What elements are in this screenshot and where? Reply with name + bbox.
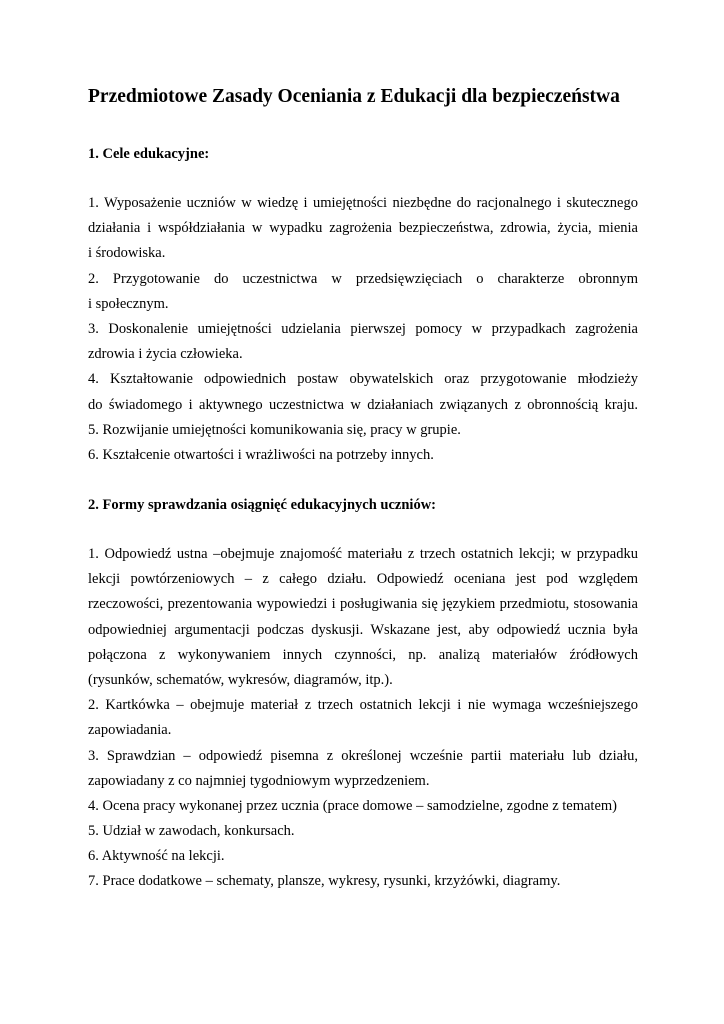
- text-line: 7. Prace dodatkowe – schematy, plansze, wykresy, rysunki, krzyżówki, diagramy.: [88, 873, 561, 890]
- text-line: 1. Odpowiedź ustna –obejmuje znajomość materiału z trzech ostatnich lekcji; w przypadku: [88, 546, 638, 562]
- text-line: do świadomego i aktywnego uczestnictwa w działaniach związanych z obronnością kraju.: [88, 396, 638, 413]
- section-heading-goals: 1. Cele edukacyjne:: [88, 146, 210, 162]
- text-line: (rysunków, schematów, wykresów, diagramów, itp.).: [88, 671, 393, 688]
- text-line: zdrowia i życia człowieka.: [88, 346, 243, 363]
- text-line: 4. Kształtowanie odpowiednich postaw obywatelskich oraz przygotowanie młodzieży: [88, 371, 638, 388]
- text-line: 2. Kartkówka – obejmuje materiał z trzech ostatnich lekcji i nie wymaga wcześniejszego: [88, 697, 638, 714]
- text-line: 3. Sprawdzian – odpowiedź pisemna z określonej wcześnie partii materiału lub działu,: [88, 747, 638, 764]
- text-line: lekcji powtórzeniowych – z całego działu. Odpowiedź oceniana jest pod względem: [88, 571, 638, 588]
- text-line: 6. Aktywność na lekcji.: [88, 848, 225, 865]
- text-line: 1. Wyposażenie uczniów w wiedzę i umiejętności niezbędne do racjonalnego i skutecznego: [88, 195, 638, 211]
- text-line: zapowiadany z co najmniej tygodniowym wyprzedzeniem.: [88, 772, 430, 789]
- text-line: i społecznym.: [88, 295, 169, 312]
- text-line: odpowiedniej argumentacji podczas dyskusji. Wskazane jest, aby odpowiedź ucznia była: [88, 621, 638, 638]
- text-line: 5. Udział w zawodach, konkursach.: [88, 823, 295, 840]
- text-line: 4. Ocena pracy wykonanej przez ucznia (prace domowe – samodzielne, zgodne z tematem): [88, 797, 618, 814]
- text-line: działania i współdziałania w wypadku zagrożenia bezpieczeństwa, zdrowia, życia, mienia: [88, 220, 638, 237]
- text-line: połączona z wykonywaniem innych czynności, np. analizą materiałów źródłowych: [88, 646, 638, 663]
- text-line: 2. Przygotowanie do uczestnictwa w przedsięwzięciach o charakterze obronnym: [88, 270, 638, 287]
- text-line: 5. Rozwijanie umiejętności komunikowania się, pracy w grupie.: [88, 421, 461, 438]
- document-title: Przedmiotowe Zasady Oceniania z Edukacji dla bezpieczeństwa: [88, 86, 620, 107]
- text-line: 3. Doskonalenie umiejętności udzielania pierwszej pomocy w przypadkach zagrożenia: [88, 320, 638, 337]
- text-line: zapowiadania.: [88, 722, 172, 739]
- section-assessment-body: [88, 542, 638, 895]
- section-heading-assessment-forms: 2. Formy sprawdzania osiągnięć edukacyjnych uczniów:: [88, 497, 436, 513]
- text-line: 6. Kształcenie otwartości i wrażliwości na potrzeby innych.: [88, 446, 434, 463]
- text-line: i środowiska.: [88, 245, 166, 262]
- section-goals-body: [88, 191, 638, 468]
- text-line: rzeczowości, prezentowania wypowiedzi i posługiwania się językiem przedmiotu, stosowania: [88, 596, 638, 613]
